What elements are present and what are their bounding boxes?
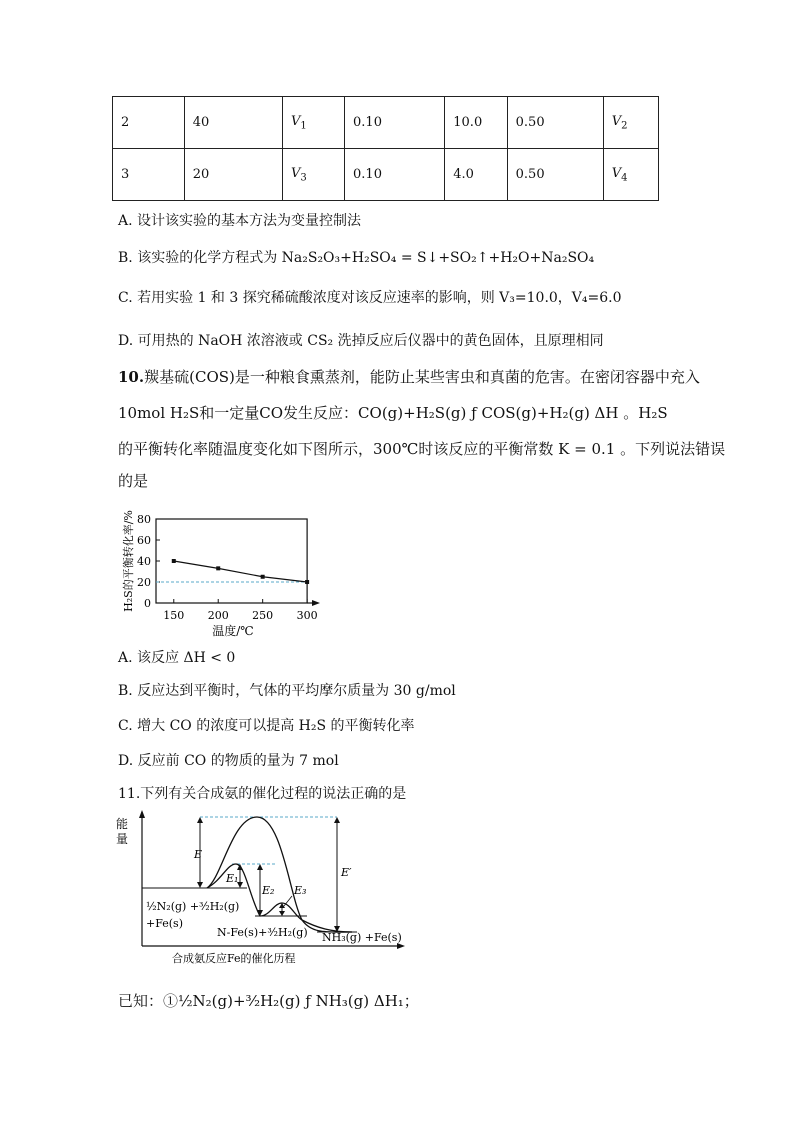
- x-tick-label: 150: [163, 609, 185, 622]
- arrow-eprime-head-top: [334, 817, 340, 823]
- q10-stem-line3: 的平衡转化率随温度变化如下图所示，300℃时该反应的平衡常数 K = 0.1 。下列说法错误: [118, 440, 726, 458]
- chart-x-arrow: [312, 600, 320, 606]
- q10-option-c: C. 增大 CO 的浓度可以提高 H₂S 的平衡转化率: [118, 718, 415, 734]
- x-tick-label: 200: [207, 609, 229, 622]
- label-e3: E₃: [294, 884, 307, 897]
- label-e: E: [194, 848, 203, 861]
- label-e2: E₂: [262, 884, 275, 897]
- q9-option-d: D. 可用热的 NaOH 浓溶液或 CS₂ 洗掉反应后仪器中的黄色固体，且原理相同: [118, 333, 604, 349]
- e3-pointer: [284, 896, 292, 906]
- q9-option-c: C. 若用实验 1 和 3 探究稀硫酸浓度对该反应速率的影响，则 V₃=10.0，V₄=6.0: [118, 290, 622, 306]
- table-cell: 4.0: [445, 149, 507, 201]
- label-eprime: E′: [341, 866, 352, 879]
- table-cell: 20: [184, 149, 282, 201]
- q10-stem-line1: [118, 366, 700, 387]
- table-cell: $V_1$: [283, 97, 345, 149]
- data-point: [172, 559, 176, 563]
- q10-option-d: D. 反应前 CO 的物质的量为 7 mol: [118, 753, 339, 769]
- label-mid-species: N-Fe(s)+³⁄₂H₂(g): [217, 926, 308, 939]
- diagram-ylabel-1: 能: [116, 817, 129, 831]
- table-row: [113, 149, 659, 201]
- q10-number: 10.: [118, 368, 145, 386]
- arrow-e3-head-bottom: [279, 911, 285, 916]
- q9-equation: Na₂S₂O₃+H₂SO₄ = S↓+SO₂↑+H₂O+Na₂SO₄: [281, 250, 595, 266]
- table-cell: 10.0: [445, 97, 507, 149]
- arrow-e-head-bottom: [197, 882, 203, 888]
- q9-option-b-label: B. 该实验的化学方程式为: [118, 250, 282, 266]
- label-start-species: ½N₂(g) +³⁄₂H₂(g): [146, 900, 240, 913]
- q10-text1: 羰基硫(COS)是一种粮食熏蒸剂，能防止某些害虫和真菌的危害。在密闭容器中充入: [144, 368, 700, 386]
- table-cell: 2: [113, 97, 185, 149]
- q10-option-a: A. 该反应 ΔH < 0: [118, 650, 236, 666]
- arrow-e-head-top: [197, 817, 203, 823]
- q9-option-a: A. 设计该实验的基本方法为变量控制法: [118, 213, 362, 229]
- label-end-species: NH₃(g) +Fe(s): [322, 931, 402, 944]
- table-cell: 0.10: [345, 149, 445, 201]
- q10-stem-line2: 10mol H₂S和一定量CO发生反应：CO(g)+H₂S(g) ƒ COS(g)+H₂(g) ΔH 。H₂S: [118, 404, 668, 422]
- table-cell: 0.10: [345, 97, 445, 149]
- table-cell: $V_4$: [603, 149, 658, 201]
- table-row: [113, 97, 659, 149]
- series-line: [174, 561, 307, 582]
- x-tick-label: 250: [252, 609, 274, 622]
- data-point: [305, 580, 309, 584]
- energy-diagram: [112, 808, 412, 970]
- table-cell: 0.50: [507, 149, 603, 201]
- y-tick-label: 60: [137, 534, 151, 547]
- chart-ylabel: H₂S的平衡转化率/%: [122, 510, 135, 612]
- q10-stem-line4: 的是: [118, 472, 149, 490]
- y-tick-label: 80: [137, 513, 151, 526]
- experiment-table: [112, 96, 659, 201]
- diagram-ylabel-2: 量: [116, 832, 129, 846]
- chart-xlabel: 温度/℃: [212, 624, 254, 638]
- y-tick-label: 0: [144, 597, 151, 610]
- data-point: [261, 575, 265, 579]
- chart-frame: [156, 519, 307, 603]
- x-tick-label: 300: [296, 609, 318, 622]
- q10-option-b: B. 反应达到平衡时，气体的平均摩尔质量为 30 g/mol: [118, 683, 456, 699]
- table-cell: 3: [113, 149, 185, 201]
- data-point: [216, 566, 220, 570]
- q11-title: 11.下列有关合成氨的催化过程的说法正确的是: [118, 786, 407, 802]
- label-start-fe: +Fe(s): [146, 917, 183, 930]
- table-cell: 40: [184, 97, 282, 149]
- y-tick-label: 40: [137, 555, 151, 568]
- label-e1: E₁: [226, 872, 239, 885]
- conversion-chart: [118, 495, 328, 645]
- arrow-e2-head-top: [257, 864, 263, 870]
- table-cell: $V_3$: [283, 149, 345, 201]
- table-cell: $V_2$: [603, 97, 658, 149]
- diagram-caption: 合成氨反应Fe的催化历程: [172, 952, 296, 965]
- y-tick-label: 20: [137, 576, 151, 589]
- q11-given: 已知：①½N₂(g)+³⁄₂H₂(g) ƒ NH₃(g) ΔH₁；: [118, 992, 419, 1010]
- table-cell: 0.50: [507, 97, 603, 149]
- diagram-y-arrow: [139, 810, 145, 818]
- q9-option-b: [118, 247, 594, 267]
